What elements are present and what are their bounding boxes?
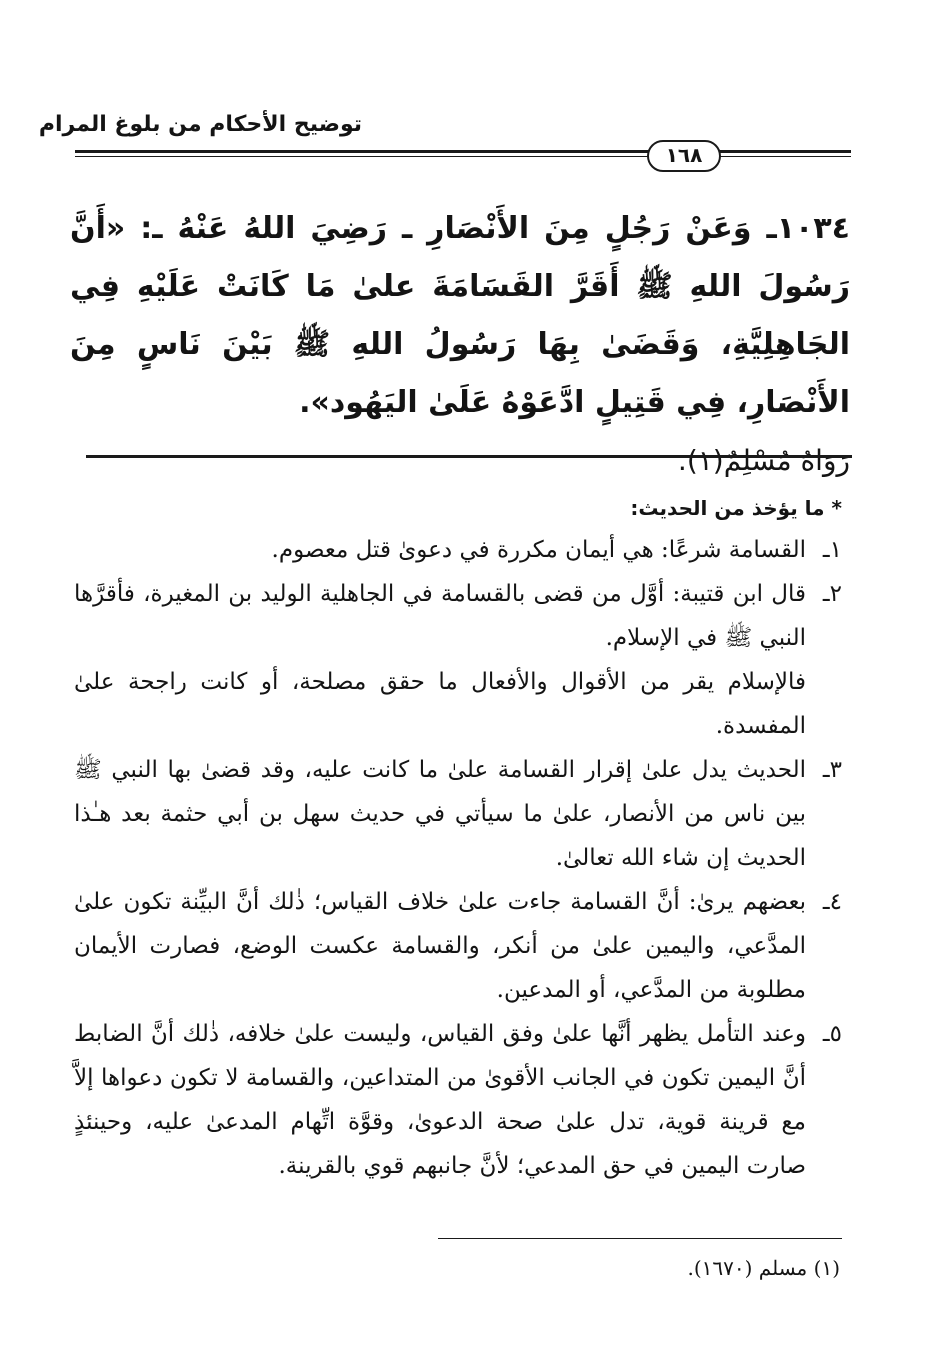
benefits-heading: * ما يؤخذ من الحديث: [630, 496, 842, 520]
hadith-block [70, 200, 850, 490]
benefit-text: الحديث يدل علىٰ إقرار القسامة علىٰ ما كانت عليه، وقد قضىٰ بها النبي ﷺ بين ناس من الأنصار، علىٰ ما سيأتي في حديث سهل بن أبي حثمة بعد هـٰذا الحديث إن شاء الله تعالىٰ. [74, 757, 806, 871]
running-title: توضيح الأحكام من بلوغ المرام [38, 112, 362, 137]
header-rule-thin [75, 156, 851, 157]
hadith-text: وَعَنْ رَجُلٍ مِنَ الأَنْصَارِ ـ رَضِيَ اللهُ عَنْهُ ـ: «أَنَّ رَسُولَ اللهِ ﷺ أَقَرَّ القَسَامَةَ علىٰ مَا كَانَتْ عَلَيْهِ فِي الجَاهِلِيَّةِ، وَقَضَىٰ بِهَا رَسُولُ اللهِ ﷺ بَيْنَ نَاسٍ مِنَ الأَنْصَارِ، فِي قَتِيلٍ ادَّعَوْهُ عَلَىٰ اليَهُود». [70, 211, 850, 420]
benefit-paragraph: فالإسلام يقر من الأقوال والأفعال ما حقق مصلحة، أو كانت راجحة علىٰ المفسدة. [74, 669, 806, 739]
benefit-item [74, 528, 842, 572]
benefit-item [74, 1012, 842, 1188]
hadith-number: ١٠٣٤ـ [766, 211, 850, 246]
benefit-text: بعضهم يرىٰ: أنَّ القسامة جاءت علىٰ خلاف القياس؛ ذٰلك أنَّ البيِّنة تكون علىٰ المدَّعي، واليمين علىٰ من أنكر، والقسامة عكست الوضع، فصارت الأيمان مطلوبة من المدَّعي، أو المدعين. [74, 889, 806, 1003]
benefit-text: قال ابن قتيبة: أوَّل من قضى بالقسامة في الجاهلية الوليد بن المغيرة، فأقرَّها النبي ﷺ في الإسلام. [74, 581, 806, 651]
benefit-number: ١ـ [822, 537, 842, 563]
benefit-item [74, 880, 842, 1012]
header-rule-thick [75, 150, 851, 153]
page-number: ١٦٨ [647, 140, 721, 172]
benefit-text: وعند التأمل يظهر أنَّها علىٰ وفق القياس، وليست علىٰ خلافه، ذٰلك أنَّ الضابط أنَّ اليمين تكون في الجانب الأقوىٰ من المتداعين، والقسامة لا تكون دعواها إلاَّ مع قرينة قوية، تدل علىٰ صحة الدعوىٰ، وقوَّة اتِّهام المدعىٰ عليه، وحينئذٍ صارت اليمين في حق المدعي؛ لأنَّ جانبهم قوي بالقرينة. [74, 1021, 806, 1179]
hadith-separator [86, 455, 852, 458]
hadith-source: رَوَاهُ مُسْلِمٌ(١). [677, 444, 850, 477]
benefits-section [74, 488, 842, 1188]
benefit-text: القسامة شرعًا: هي أيمان مكررة في دعوىٰ قتل معصوم. [271, 537, 806, 563]
benefit-number: ٣ـ [822, 757, 842, 783]
benefit-item [74, 572, 842, 660]
footnote: (١) مسلم (١٦٧٠). [687, 1256, 840, 1280]
footnote-separator [438, 1238, 842, 1239]
benefit-item [74, 748, 842, 880]
benefit-number: ٥ـ [822, 1021, 842, 1047]
benefit-number: ٤ـ [822, 889, 842, 915]
benefit-number: ٢ـ [822, 581, 842, 607]
